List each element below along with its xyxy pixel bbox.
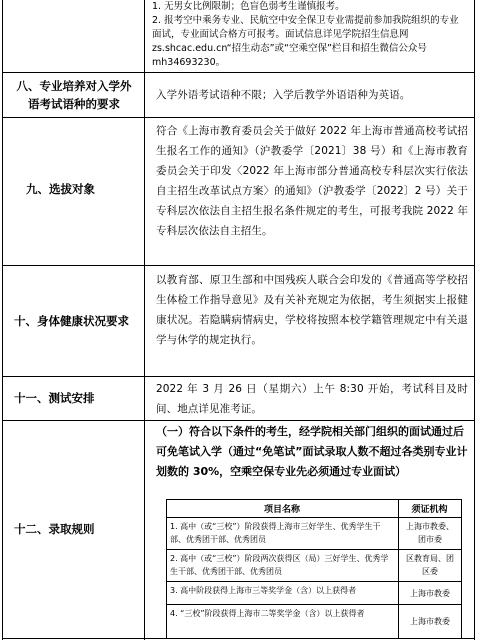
row-content-selection: 符合《上海市教育委员会关于做好 2022 年上海市普通高校考试招生报名工作的通知》（沪教委学〔2021〕38 号）和《上海市教育委员会关于印发〈2022 年上海市部分普通高校专科层次实行依法自主招生改革试点方案〉的通知》（沪教委学〔2022〕2 号）关于专科层次依法自主招生报名条件规定的考生，可报考我院 2022 年专科层次依法自主招生。 [156, 125, 468, 237]
row-divider [2, 72, 475, 73]
row-content-test-schedule: 2022 年 3 月 26 日（星期六）上午 8:30 开始，考试科目及时间、地点详见准考证。 [156, 383, 468, 415]
inner-table-border-right [461, 499, 462, 638]
row-content-health: 以教育部、原卫生部和中国残疾人联合会印发的《普通高等学校招生体检工作指导意见》及有关补充规定为依据，考生须据实上报健康状况。若隐瞒病情病史，学校将按照本校学籍管理规定中有关退学与休学的规定执行。 [156, 274, 468, 346]
inner-table-item-4: 4. “三校”阶段获得上海市二等奖学金（含）以上获得者 [170, 609, 365, 618]
row-divider [2, 117, 475, 118]
inner-table-header-item: 项目名称 [263, 505, 300, 515]
inner-table-border-top [166, 499, 462, 500]
row-label-language-line1: 八、专业培养对入学外 [16, 79, 132, 93]
row-content-admission: （一）符合以下条件的考生，经学院相关部门组织的面试通过后可免笔试入学（通过“免笔试”面试录取人数不超过各类别专业计划数的 30%，空乘空保专业先必须通过专业面试） [156, 425, 468, 478]
top-cell-line1: 1. 无男女比例限制；色盲色弱考生谨慎报考。 [152, 1, 345, 12]
inner-table-row-divider [166, 517, 462, 518]
inner-table-divider [398, 499, 399, 638]
inner-table-org-4: 上海市教委 [410, 617, 450, 626]
table-border-bottom [2, 638, 475, 639]
inner-table-border-left [166, 499, 167, 638]
row-divider [2, 420, 475, 421]
inner-table-item-2: 2. 高中（或“三校”）阶段两次获得区（局）三好学生、优秀学生干部、优秀团干部、优秀团员 [170, 554, 389, 576]
row-label-admission: 十二、录取规则 [14, 522, 95, 536]
inner-table-item-3: 3. 高中阶段获得上海市三等奖学金（含）以上获得者 [170, 586, 357, 595]
inner-table-row-divider [166, 604, 462, 605]
row-label-health: 十、身体健康状况要求 [14, 314, 129, 328]
table-border-right [474, 0, 475, 640]
inner-table-org-3: 上海市教委 [410, 589, 450, 598]
inner-table-row-divider [166, 549, 462, 550]
column-divider [144, 0, 145, 640]
top-cell-text [152, 0, 468, 70]
row-label-language [8, 77, 140, 113]
table-border-left [2, 0, 3, 640]
row-divider [2, 376, 475, 377]
inner-table-item-1: 1. 高中（或“三校”）阶段获得上海市三好学生、优秀学生干部、优秀团干部、优秀团员 [170, 522, 381, 544]
inner-table-org-2: 区教育局、团区委 [406, 554, 454, 576]
row-label-language-line2: 语考试语种的要求 [28, 97, 120, 111]
row-label-test-schedule: 十一、测试安排 [14, 391, 95, 405]
row-divider [2, 265, 475, 266]
inner-table-org-1: 上海市教委、团市委 [406, 522, 454, 544]
inner-table-header-org: 须证机构 [411, 505, 448, 515]
top-cell-line2: 2. 报考空中乘务专业、民航空中安全保卫专业需提前参加我院组织的专业面试，专业面试合格方可报考。面试信息详见学院招生信息网 zs.shcac.edu.cn“招生动态”或“空乘空保”栏目和招生微信公众号 mh34693230。 [152, 15, 459, 68]
row-label-selection: 九、选拔对象 [26, 182, 95, 196]
inner-table-row-divider [166, 581, 462, 582]
row-content-language: 入学外语考试语种不限；入学后教学外语语种为英语。 [156, 89, 411, 101]
